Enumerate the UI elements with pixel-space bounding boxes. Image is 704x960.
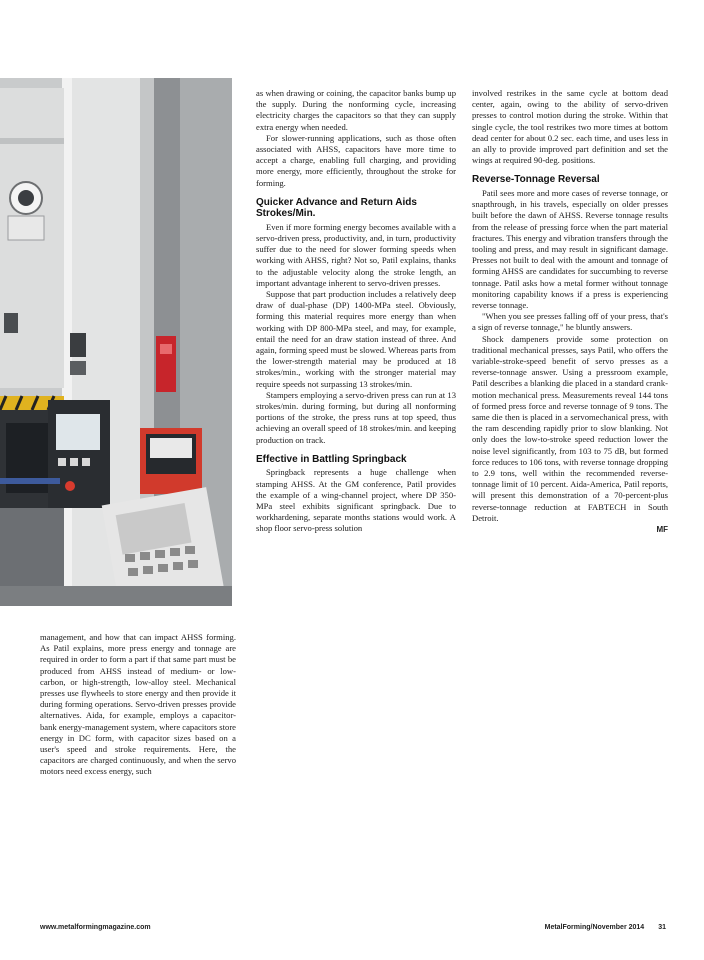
- article-column-1: [40, 632, 236, 778]
- body-paragraph: Springback represents a huge challenge when stamping AHSS. At the GM conference, Patil provides the example of a wing-channel project, where DP 350-MPa steel exhibits significant springback. Due to workhardening, separate months stations would work. A shop floor servo-press solution: [256, 467, 456, 534]
- page-number: 31: [658, 924, 666, 931]
- section-heading: Reverse-Tonnage Reversal: [472, 174, 600, 186]
- body-paragraph: Suppose that part production includes a relatively deep draw of dual-phase (DP) 1400-MPa steel. Obviously, forming this material requires more energy than when working with DP 800-MPa steel, and may, for example, entail the need for an draw station instead of three. And again, forming speed must be slowed. Whereas parts from the lower-strength material may be produced at 18 strokes/min., working with the stronger material may require speeds not surpassing 13 strokes/min.: [256, 289, 456, 389]
- body-paragraph: as when drawing or coining, the capacitor banks bump up the supply. During the nonforming cycle, increasing electricity charges the capacitors so that they can supply extra energy when needed.: [256, 88, 456, 132]
- article-column-2: [256, 88, 456, 535]
- body-paragraph: management, and how that can impact AHSS forming. As Patil explains, more press energy and tonnage are required in order to form a part if that same part must be produced from AHSS instead of medium- or low-carbon, or high-strength, low-alloy steel. Mechanical presses use flywheels to store energy and then provide it during forming operations. Servo-driven presses provide alternatives. Aida, for example, employs a capacitor-bank energy-management system, where capacitors store energy in DC form, with capacitor sizes based on a user's speed and stroke requirements. Here, the capacitors are charged continuously, and when the servo motors need excess energy, such: [40, 632, 236, 777]
- body-paragraph: Stampers employing a servo-driven press can run at 13 strokes/min. during forming, but during all nonforming portions of the stroke, the press runs at top speed, thus achieving an overall speed of 18 strokes/min. and keeping production on track.: [256, 389, 456, 445]
- body-paragraph: Patil sees more and more cases of reverse tonnage, or snapthrough, in his travels, especially on older presses built before the dawn of AHSS. Reverse tonnage results from the release of pressing force when the part material fractures. This energy and vibration transfers through the tooling and press, and may result in significant damage. Presses not built to deal with the amount and tonnage of forming AHSS are candidates for succumbing to reverse tonnage. Patil asks how a metal former without tonnage monitoring capability knows if a press is experiencing reverse tonnage.: [472, 187, 668, 310]
- footer-issue: [545, 924, 666, 931]
- section-heading: Quicker Advance and Return Aids Strokes/Min.: [256, 196, 417, 220]
- footer-issue-label: MetalForming/November 2014: [544, 924, 645, 931]
- section-heading: Effective in Battling Springback: [256, 453, 407, 465]
- article-column-3: [472, 88, 668, 535]
- end-mark: MF: [656, 525, 668, 535]
- body-paragraph: For slower-running applications, such as those often associated with AHSS, capacitors have more time to accept a charge, enabling full charging, and providing more energy, more efficiently, throughout the stroke for forming.: [256, 132, 456, 188]
- body-paragraph: involved restrikes in the same cycle at bottom dead center, again, owing to the ability of servo-driven presses to control motion during the stroke. Within that single cycle, the tool restrikes two more times at bottom dead center for about 0.2 sec. each time, and uses less in an ally to provide improved part definition and set the wings at required 90-deg. positions.: [472, 88, 668, 166]
- body-paragraph: "When you see presses falling off of your press, that's a sign of reverse tonnage," he bluntly answers.: [472, 311, 668, 333]
- footer-website: www.metalformingmagazine.com: [40, 924, 151, 931]
- press-machine-photo: [0, 78, 232, 606]
- body-paragraph: Shock dampeners provide some protection on traditional mechanical presses, says Patil, who offers the variable-stroke-speed benefit of servo presses as a reverse-tonnage answer. Using a pressroom example, Patil describes a blanking die placed in a standard crank-motion mechanical press. Measurements reveal 144 tons of formed press force and reverse tonnage of 9 tons. The same die then is placed in a servomechanical press, with the ram descending rapidly prior to slow blanking. Not only does the low-to-stroke speed reduction lower the noise level significantly, from 103 to 75 dB, but formed force reduces to 106 tons, with reverse tonnage dropping to 2.9 tons, well within the recommended reverse-tonnage limit of 10 percent. Aida-America, Patil reports, will present this demonstration of a 70-percent-plus reverse-tonnage reduction at FABTECH in South Detroit.: [472, 333, 668, 523]
- body-paragraph: Even if more forming energy becomes available with a servo-driven press, productivity, and, in turn, productivity suffer due to the need for slower forming speeds when working with AHSS, right? Not so, Patil explains, thanks to the adjustable velocity along the stroke length, an important advantage inherent to servo-driven presses.: [256, 221, 456, 288]
